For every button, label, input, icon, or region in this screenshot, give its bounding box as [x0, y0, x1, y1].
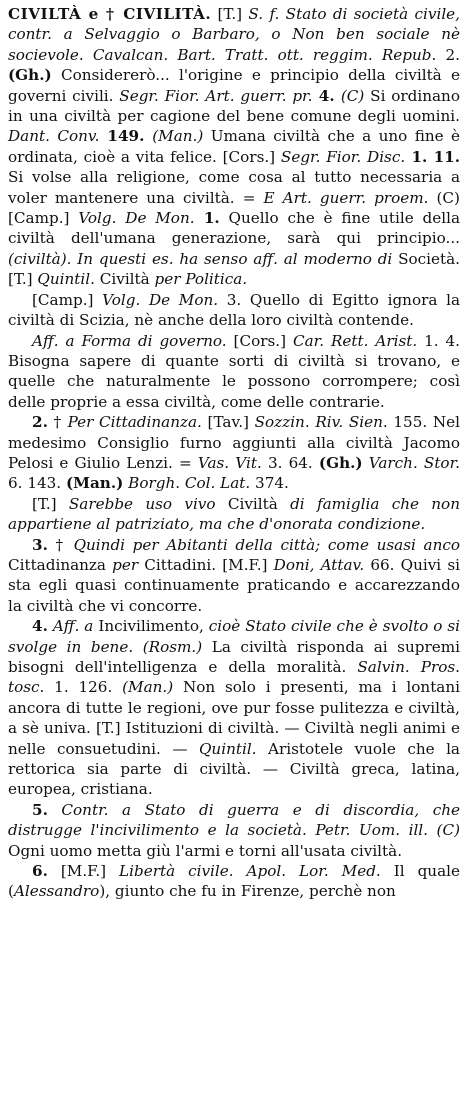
text-segment: Varch. Stor. [368, 453, 460, 472]
text-segment: Umana civiltà che a uno fine è ordinata, cioè a vita felice. [Cors.] [8, 127, 461, 166]
text-segment: Sarebbe uso vivo [68, 494, 216, 513]
text-segment [428, 821, 437, 839]
text-segment: Civiltà [94, 270, 155, 289]
text-segment: Volg. De Mon. [78, 209, 195, 228]
text-segment: [Cors.] [226, 331, 293, 350]
text-segment: E Art. guerr. proem. [263, 188, 429, 207]
entry-paragraph-3 [8, 412, 460, 494]
text-segment: Quindi per Abitanti della città; come usasi anco [73, 535, 460, 554]
entry-paragraph-5 [8, 535, 460, 617]
text-segment: 1. 126. [44, 678, 123, 697]
text-segment: (Gh.) [8, 66, 52, 85]
dictionary-entry [8, 4, 460, 902]
text-segment: CIVILTÀ e † CIVILITÀ. [8, 5, 212, 23]
text-segment: Cittadini. [M.F.] [138, 555, 274, 574]
text-segment: 149. [99, 127, 153, 146]
text-segment: 66. Quivi si sta egli quasi continuamente praticando e accarezzando la civiltà che vi concorre. [8, 555, 460, 615]
text-segment: Volg. De Mon. [102, 290, 219, 309]
text-segment: Civiltà [215, 494, 291, 513]
text-segment: Cittadinanza [8, 555, 113, 574]
text-segment: di famiglia che non appartiene al patriziato, ma che d'onorata condizione. [8, 494, 460, 534]
text-segment: Vas. Vit. [197, 453, 262, 472]
text-segment: (Gh.) [318, 453, 363, 472]
text-segment: Contr. a Stato di guerra e di discordia, che distrugge l'incivilimento e la società. Petr. Uom. ill. [8, 800, 460, 840]
text-segment: 6. 143. [8, 474, 66, 493]
entry-paragraph-4 [8, 494, 460, 535]
text-segment: La civiltà risponda ai supremi bisogni dell'intelligenza e della moralità. [8, 637, 460, 676]
text-segment: 3. [32, 535, 48, 554]
entry-paragraph-8 [8, 861, 460, 902]
text-segment: Sozzin. Riv. Sien. [254, 413, 388, 432]
text-segment: Segr. Fior. Art. guerr. pr. [119, 86, 313, 105]
text-segment: 374. [250, 474, 289, 493]
text-segment: ), giunto che fu in Firenze, perchè non [99, 882, 396, 901]
text-segment: Non solo i presenti, ma i lontani ancora di tutte le regioni, ove pur fosse pulitezza e civiltà, a sè univa. [T.] Istituzioni di civiltà. — Civiltà negli animi e nelle consuetudini. — [8, 678, 460, 758]
text-segment: Società. [T.] [8, 249, 460, 289]
text-segment: 2. [32, 413, 48, 432]
text-segment: (civiltà). In questi es. ha senso aff. al moderno di [8, 249, 393, 268]
text-segment: 1. [194, 209, 220, 228]
text-segment: Aff. a [52, 617, 94, 636]
text-segment: 2. [436, 45, 460, 64]
text-segment: 3. 64. [261, 453, 319, 472]
text-segment: 4. [312, 86, 341, 105]
text-segment: Per Cittadinanza. [67, 413, 202, 432]
text-segment: [Tav.] [201, 413, 255, 432]
text-segment: 1. 11. [405, 147, 460, 166]
text-segment: [T.] [32, 494, 69, 513]
entry-paragraph-1 [8, 290, 460, 331]
text-segment: Car. Rett. Arist. [292, 331, 418, 350]
text-segment: † [47, 413, 68, 432]
text-segment: † [47, 535, 74, 554]
text-segment: per [112, 555, 139, 574]
text-segment: Ogni uomo metta giù l'armi e torni all'usata civiltà. [8, 841, 403, 860]
text-segment: 6. [32, 862, 48, 881]
text-segment: Borgh. Col. Lat. [128, 474, 251, 493]
text-segment: Incivilimento, [93, 617, 209, 636]
text-segment [48, 801, 62, 819]
entry-paragraph-2 [8, 331, 460, 413]
entry-paragraph-6 [8, 616, 460, 800]
text-segment: (C) [436, 821, 461, 840]
entry-paragraph-0 [8, 4, 460, 290]
text-segment: Quello che è fine utile della civiltà dell'umana generazione, sarà qui principio... [8, 209, 460, 248]
text-segment: Aristotele vuole che la rettorica sia parte di civiltà. — Civiltà greca, latina, europea, cristiana. [8, 739, 460, 799]
text-segment: Si ordinano in una civiltà per cagione del bene comune degli uomini. [8, 86, 460, 126]
text-segment: 5. [32, 800, 48, 819]
text-segment: Salvin. Pros. tosc. [8, 658, 461, 697]
text-segment: 4. [32, 617, 48, 636]
text-segment: per Politica. [154, 270, 248, 289]
text-segment: Segr. Fior. Disc. [280, 147, 406, 166]
text-segment: 1. 4. Bisogna sapere di quante sorti di civiltà si trovano, e quelle che naturalmente le possono corrompere; così delle proprie a essa civiltà, come delle contrarie. [8, 331, 460, 411]
text-segment: Quintil. [198, 739, 257, 758]
text-segment: (Man.) [152, 127, 204, 146]
text-segment: 3. Quello di Egitto ignora la civiltà di Scizia, nè anche della loro civiltà contende. [8, 290, 460, 330]
text-segment: [M.F.] [47, 862, 120, 881]
text-segment: Considererò... l'origine e principio della civiltà e governi civili. [8, 66, 460, 105]
text-segment: 155. Nel medesimo Consiglio furno aggiunti alla civiltà Jacomo Pelosi e Giulio Lenzi. = [8, 413, 460, 472]
text-segment: S. f. Stato di società civile, contr. a Selvaggio o Barbaro, o Non ben sociale nè socievole. Cavalcan. Bart. Tratt. ott. reggim. Repub. [8, 5, 460, 64]
text-segment: (C) [Camp.] [8, 188, 460, 228]
text-segment: [Camp.] [32, 290, 103, 309]
text-segment: Dant. Conv. [8, 127, 100, 146]
text-segment: Libertà civile. Apol. Lor. Med. [119, 862, 381, 881]
text-segment: Aff. a Forma di governo. [32, 331, 227, 350]
entry-paragraph-7 [8, 800, 460, 861]
text-segment: (C) [340, 86, 365, 105]
text-segment: Il quale ( [8, 862, 460, 901]
text-segment: (Man.) [65, 474, 124, 493]
text-segment: (Man.) [122, 678, 174, 697]
text-segment: [T.] [211, 5, 249, 23]
text-segment: Quintil. [37, 270, 95, 289]
text-segment: cioè Stato civile che è svolto o si svolge in bene. (Rosm.) [8, 617, 460, 656]
text-segment: Alessandro [13, 882, 100, 901]
text-segment: Si volse alla religione, come cosa al tutto necessaria a voler mantenere una civiltà. = [8, 168, 460, 207]
text-segment: Doni, Attav. [273, 555, 365, 574]
